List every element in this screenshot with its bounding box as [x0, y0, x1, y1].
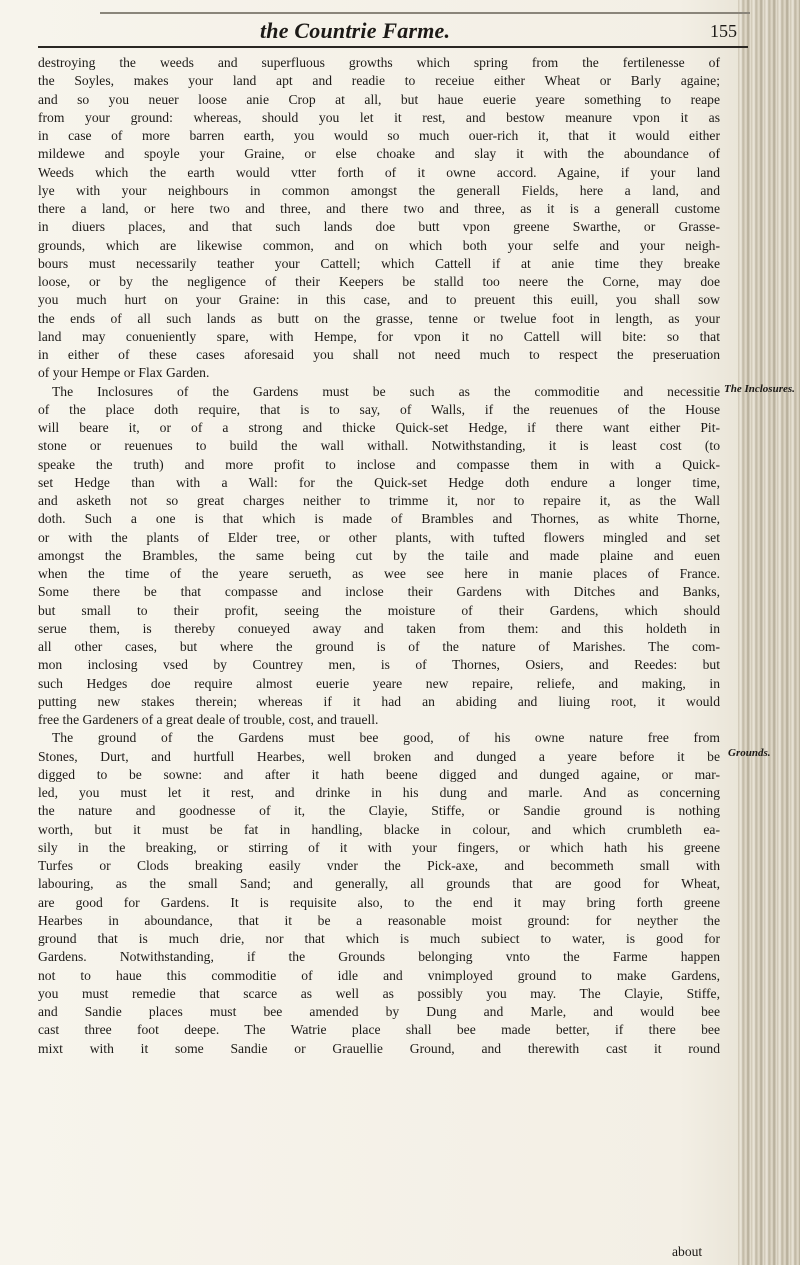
- text-line: Some there be that compasse and inclose their Gardens with Ditches and Banks,: [38, 584, 720, 600]
- text-line: cast three foot deepe. The Watrie place shall bee made better, if there bee: [38, 1022, 720, 1038]
- text-line: doth. Such a one is that which is made of Brambles and Thornes, as white Thorne,: [38, 511, 720, 527]
- text-line: but small to their profit, seeing the moisture of their Gardens, which should: [38, 602, 720, 618]
- text-line: loose, or by the negligence of their Keepers be stalld too neere the Corne, may doe: [38, 274, 720, 289]
- text-line: Gardens. Notwithstanding, if the Grounds belonging vnto the Farme happen: [38, 949, 720, 965]
- text-line: serue them, is thereby conueyed away and taken from them: and this holdeth in: [38, 620, 720, 636]
- text-line: Turfes or Clods breaking easily vnder the Pick-axe, and becommeth small with: [38, 858, 720, 873]
- body-text: [38, 54, 720, 1058]
- text-line: Weeds which the earth would vtter forth of it owne accord. Againe, if your land: [38, 164, 720, 180]
- text-line: or with the plants of Elder tree, or other plants, with tufted flowers mingled and set: [38, 529, 720, 545]
- text-line: labouring, as the small Sand; and generally, all grounds that are good for Wheat,: [38, 876, 720, 892]
- margin-note-grounds: Grounds.: [728, 747, 771, 759]
- text-line: destroying the weeds and superfluous growths which spring from the fertilenesse of: [38, 55, 720, 70]
- text-line: mon inclosing vsed by Countrey men, is of Thornes, Osiers, and Reedes: but: [38, 657, 720, 673]
- text-line: the Soyles, makes your land apt and readie to receiue either Wheat or Barly againe;: [38, 73, 720, 89]
- text-line: in diuers places, and that such lands doe butt vpon greene Swarthe, or Grasse-: [38, 219, 720, 235]
- text-line: such Hedges doe require almost euerie yeare new repaire, reliefe, and making, in: [38, 675, 720, 691]
- page-gutter: [738, 0, 800, 1265]
- running-title: the Countrie Farme.: [260, 18, 451, 43]
- text-line: you must remedie that scarce as well as possibly you may. The Clayie, Stiffe,: [38, 985, 720, 1001]
- text-line: digged to be sowne: and after it hath beene digged and dunged againe, or mar-: [38, 766, 720, 782]
- text-line: of your Hempe or Flax Garden.: [38, 365, 210, 381]
- catchword: about: [672, 1244, 703, 1259]
- header-rule-bottom: [38, 46, 748, 48]
- text-line: lye with your neighbours in common amongst the generall Fields, here a land, and: [38, 182, 720, 198]
- text-line: from your ground: whereas, should you let it rest, and bestow meanure vpon it as: [38, 109, 720, 125]
- page-header: [30, 4, 750, 52]
- text-line: when the time of the yeare serueth, as wee see here in manie places of France.: [38, 566, 720, 581]
- text-line: will beare it, or of a strong and thicke Quick-set Hedge, if there want either Pit-: [38, 420, 720, 435]
- text-line: grounds, which are likewise common, and on which both your selfe and your neigh-: [38, 237, 720, 253]
- header-rule-top: [100, 12, 750, 14]
- text-line: not to haue this commoditie of idle and vnimployed ground to make Gardens,: [38, 967, 720, 983]
- text-line: there a land, or here two and three, and there two and three, as it is a generall custome: [38, 201, 720, 216]
- text-line: and so you neuer loose anie Crop at all, but haue euerie yeare something to reape: [38, 91, 720, 107]
- text-line: ground that is much drie, nor that which is much subiect to water, is good for: [38, 931, 720, 946]
- text-line: and Sandie places must bee amended by Dung and Marle, and would bee: [38, 1004, 720, 1019]
- text-line: in either of these cases aforesaid you shall not need much to respect the preseruation: [38, 347, 720, 362]
- text-line: sily in the breaking, or stirring of it with your fingers, or which hath his greene: [38, 839, 720, 855]
- text-line: the nature and goodnesse of it, the Clayie, Stiffe, or Sandie ground is nothing: [38, 803, 720, 819]
- text-line: speake the truth) and more profit to inclose and compasse them in with a Quick-: [38, 456, 720, 472]
- text-line: of the place doth require, that is to say, of Walls, if the reuenues of the House: [38, 401, 720, 417]
- text-line: the ends of all such lands as butt on the grasse, tenne or twelue foot in length, as your: [38, 310, 720, 326]
- text-line: stone or reuenues to build the wall withall. Notwithstanding, it is least cost (to: [38, 438, 720, 454]
- text-line: The Inclosures of the Gardens must be such as the commoditie and necessitie: [52, 383, 720, 399]
- text-line: mildewe and spoyle your Graine, or else choake and slay it with the aboundance of: [38, 146, 720, 162]
- margin-note-inclosures: The Inclosures.: [724, 383, 795, 395]
- text-line: Stones, Durt, and hurtfull Hearbes, well broken and dunged a yeare before it be: [38, 748, 720, 764]
- text-line: Hearbes in aboundance, that it be a reasonable moist ground: for neyther the: [38, 912, 720, 928]
- text-line: led, you must let it rest, and drinke in his dung and marle. And as concerning: [38, 785, 720, 800]
- text-line: free the Gardeners of a great deale of trouble, cost, and trauell.: [38, 712, 379, 727]
- text-line: and asketh not so great charges neither to trimme it, nor to repaire it, as the Wall: [38, 493, 720, 508]
- text-line: land may conueniently spare, with Hempe, for vpon it no Cattell will bite: so that: [38, 328, 720, 344]
- text-line: bours must necessarily teather your Cattell; which Cattell if at anie time they breake: [38, 255, 720, 271]
- text-line: worth, but it must be fat in handling, blacke in colour, and which crumbleth ea-: [38, 821, 720, 837]
- text-line: amongst the Brambles, the same being cut by the taile and made plaine and euen: [38, 547, 720, 563]
- text-line: all other cases, but where the ground is of the nature of Marishes. The com-: [38, 639, 720, 654]
- text-line: The ground of the Gardens must bee good, of his owne nature free from: [52, 730, 720, 746]
- text-line: you much hurt on your Graine: in this case, and to preuent this euill, you shall sow: [38, 292, 720, 308]
- page-number: 155: [710, 21, 737, 41]
- text-line: set Hedge than with a Wall: for the Quick-set Hedge doth endure a longer time,: [38, 474, 720, 490]
- text-line: in case of more barren earth, you would so much ouer-rich it, that it would either: [38, 128, 720, 143]
- text-line: are good for Gardens. It is requisite also, to the end it may bring forth greene: [38, 894, 720, 910]
- text-line: mixt with it some Sandie or Grauellie Ground, and therewith cast it round: [38, 1040, 720, 1056]
- text-line: putting new stakes therein; whereas if it had an abiding and liuing root, it would: [38, 693, 720, 709]
